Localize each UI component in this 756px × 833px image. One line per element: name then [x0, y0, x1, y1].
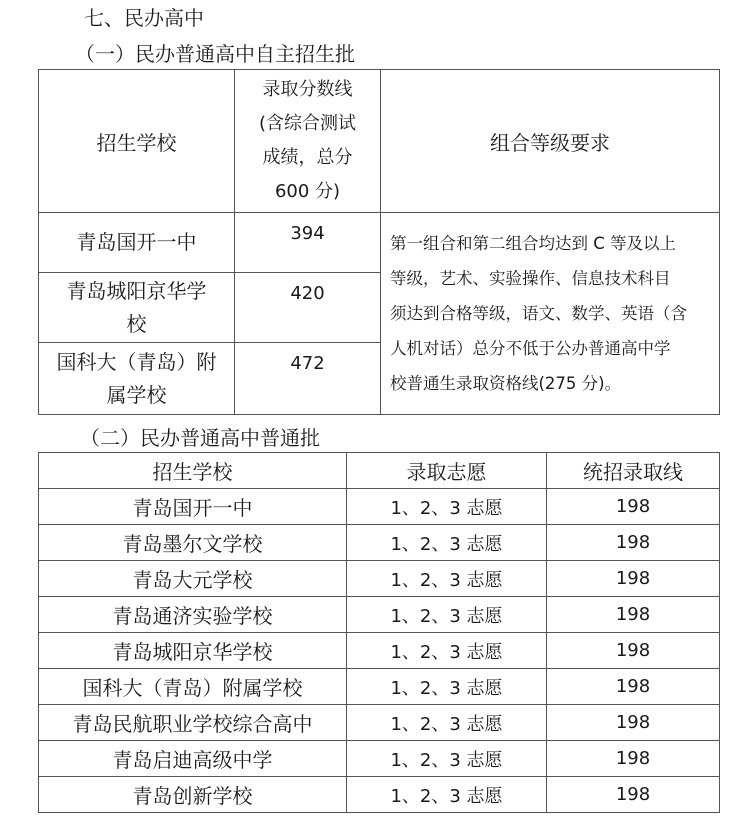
school-cell: 青岛墨尔文学校 — [39, 525, 347, 561]
regular-batch-table — [38, 452, 720, 813]
table-row — [39, 705, 720, 741]
line-cell: 198 — [547, 525, 720, 561]
choice-cell: 1、2、3 志愿 — [347, 777, 547, 813]
choice-cell: 1、2、3 志愿 — [347, 669, 547, 705]
school-cell: 青岛城阳京华学校 — [39, 633, 347, 669]
requirement-line: 校普通生录取资格线(275 分)。 — [390, 374, 622, 393]
line-cell: 198 — [547, 633, 720, 669]
choice-cell: 1、2、3 志愿 — [347, 741, 547, 777]
subsection-title-1: （一）民办普通高中自主招生批 — [75, 42, 355, 66]
header-school: 招生学校 — [39, 70, 235, 213]
choice-cell: 1、2、3 志愿 — [347, 597, 547, 633]
choice-cell: 1、2、3 志愿 — [347, 633, 547, 669]
school-name: 属学校 — [106, 382, 167, 407]
table-row — [39, 633, 720, 669]
school-name: 青岛国开一中 — [76, 230, 197, 254]
school-cell: 青岛启迪高级中学 — [39, 741, 347, 777]
table-header-row — [39, 70, 720, 213]
self-enrollment-table — [38, 69, 720, 415]
line-cell: 198 — [547, 741, 720, 777]
school-cell: 青岛民航职业学校综合高中 — [39, 705, 347, 741]
line-cell: 198 — [547, 777, 720, 813]
line-cell: 198 — [547, 705, 720, 741]
school-cell: 青岛大元学校 — [39, 561, 347, 597]
school-cell: 青岛国开一中 — [39, 489, 347, 525]
school-cell — [39, 213, 235, 273]
line-cell: 198 — [547, 597, 720, 633]
requirement-line: 人机对话）总分不低于公办普通高中学 — [390, 339, 671, 358]
header-school: 招生学校 — [39, 453, 347, 489]
choice-cell: 1、2、3 志愿 — [347, 489, 547, 525]
header-grade: 组合等级要求 — [381, 70, 720, 213]
line-cell: 198 — [547, 561, 720, 597]
score-cell: 394 — [235, 213, 381, 273]
requirement-line: 须达到合格等级，语文、数学、英语（含 — [390, 304, 687, 323]
subsection-title-2: （二）民办普通高中普通批 — [80, 426, 320, 450]
table-row — [39, 213, 720, 273]
school-name: 国科大（青岛）附 — [56, 349, 217, 374]
header-score-line: 600 分) — [274, 181, 341, 202]
table-row — [39, 777, 720, 813]
score-cell: 472 — [235, 343, 381, 415]
school-cell — [39, 343, 235, 415]
table-header-row — [39, 453, 720, 489]
header-score-line: 成绩，总分 — [262, 147, 353, 168]
header-choice: 录取志愿 — [347, 453, 547, 489]
table-row — [39, 489, 720, 525]
header-line: 统招录取线 — [547, 453, 720, 489]
line-cell: 198 — [547, 669, 720, 705]
school-cell: 青岛创新学校 — [39, 777, 347, 813]
requirement-line: 等级，艺术、实验操作、信息技术科目 — [390, 269, 671, 288]
score-cell: 420 — [235, 273, 381, 343]
school-cell: 国科大（青岛）附属学校 — [39, 669, 347, 705]
school-name: 青岛城阳京华学 — [66, 278, 207, 303]
table-row — [39, 741, 720, 777]
requirement-line: 第一组合和第二组合均达到 C 等及以上 — [390, 234, 677, 253]
header-score-line: (含综合测试 — [258, 113, 357, 134]
choice-cell: 1、2、3 志愿 — [347, 525, 547, 561]
line-cell: 198 — [547, 489, 720, 525]
section-heading: 七、民办高中 — [84, 6, 204, 30]
choice-cell: 1、2、3 志愿 — [347, 705, 547, 741]
grade-requirement-cell — [381, 213, 720, 415]
school-cell — [39, 273, 235, 343]
school-name: 校 — [126, 311, 147, 336]
table-row — [39, 525, 720, 561]
header-score — [235, 70, 381, 213]
table-row — [39, 597, 720, 633]
table-row — [39, 561, 720, 597]
table-row — [39, 669, 720, 705]
header-score-line: 录取分数线 — [262, 79, 353, 100]
school-cell: 青岛通济实验学校 — [39, 597, 347, 633]
choice-cell: 1、2、3 志愿 — [347, 561, 547, 597]
